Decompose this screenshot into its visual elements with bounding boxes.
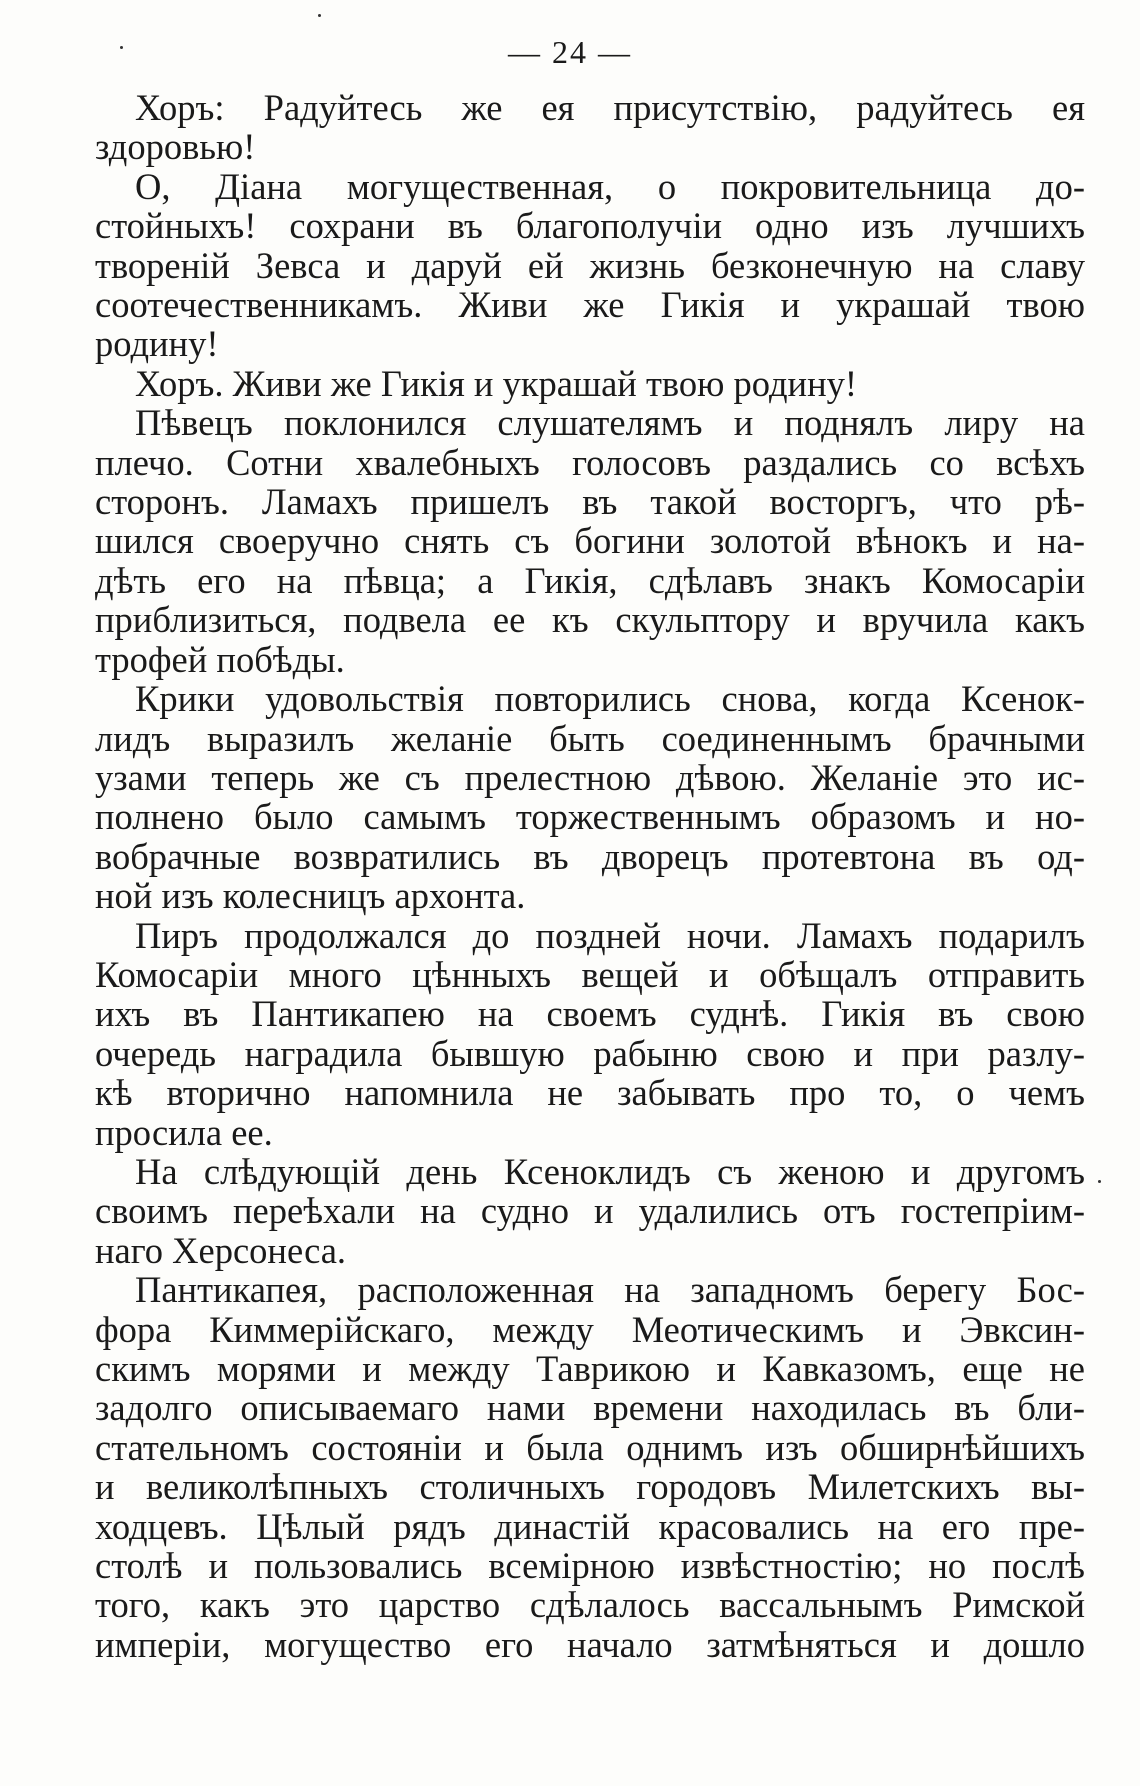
text-line: лидъ выразилъ желаніе быть соединеннымъ брачными	[95, 717, 1085, 759]
text-line: того, какъ это царство сдѣлалось вассальнымъ Римской	[95, 1584, 1085, 1626]
text-line: фора Киммерійскаго, между Меотическимъ и Эвксин-	[95, 1308, 1085, 1350]
text-line: Крики удовольствія повторились снова, когда Ксенок-	[135, 678, 1085, 720]
text-line: О, Діана могущественная, о покровительница до-	[135, 165, 1085, 207]
paragraph	[95, 167, 1085, 364]
text-line: вобрачные возвратились въ дворецъ протевтона въ од-	[95, 835, 1085, 877]
text-line: столѣ и пользовались всемірною извѣстностію; но послѣ	[95, 1545, 1085, 1587]
text-line: твореній Зевса и даруй ей жизнь безконечную на славу	[95, 244, 1085, 286]
paragraph	[95, 679, 1085, 915]
page-body	[95, 88, 1085, 1664]
paragraph	[95, 403, 1085, 679]
text-line: имперіи, могущество его начало затмѣняться и дошло	[95, 1623, 1085, 1665]
text-line: просила ее.	[95, 1111, 273, 1153]
text-line: своимъ переѣхали на судно и удалились отъ гостепріим-	[95, 1190, 1085, 1232]
text-line: Комосаріи много цѣнныхъ вещей и обѣщалъ отправить	[95, 953, 1085, 995]
paragraph	[95, 88, 1085, 167]
print-speck	[318, 14, 321, 17]
text-line: кѣ вторично напомнила не забывать про то, о чемъ	[95, 1072, 1085, 1114]
paragraph	[95, 1152, 1085, 1270]
text-line: узами теперь же съ прелестною дѣвою. Желаніе это ис-	[95, 756, 1085, 798]
text-line: скимъ морями и между Таврикою и Кавказомъ, еще не	[95, 1348, 1085, 1389]
text-line: плечо. Сотни хвалебныхъ голосовъ раздались со всѣхъ	[95, 441, 1085, 483]
text-line: стательномъ состояніи и была однимъ изъ обширнѣйшихъ	[95, 1426, 1085, 1468]
text-line: очередь наградила бывшую рабыню свою и при разлу-	[95, 1032, 1085, 1074]
text-line: родину!	[95, 323, 219, 365]
text-line: шился своеручно снять съ богини золотой вѣнокъ и на-	[95, 520, 1085, 562]
text-line: и великолѣпныхъ столичныхъ городовъ Милетскихъ вы-	[95, 1466, 1085, 1508]
text-line: полнено было самымъ торжественнымъ образомъ и но-	[95, 796, 1085, 838]
text-line: трофей побѣды.	[95, 638, 345, 680]
text-line: наго Херсонеса.	[95, 1229, 347, 1271]
text-line: ной изъ колесницъ архонта.	[95, 875, 526, 917]
text-line: ходцевъ. Цѣлый рядъ династій красовались на его пре-	[95, 1505, 1085, 1547]
text-line: задолго описываемаго нами времени находилась въ бли-	[95, 1387, 1085, 1429]
text-line: здоровью!	[95, 126, 256, 168]
paragraph	[95, 916, 1085, 1152]
text-line: ихъ въ Пантикапею на своемъ суднѣ. Гикія въ свою	[95, 993, 1085, 1035]
paragraph	[95, 364, 1085, 403]
text-line: сторонъ. Ламахъ пришелъ въ такой восторгъ, что рѣ-	[95, 481, 1085, 523]
page-number: — 24 —	[508, 34, 632, 70]
text-line: Хоръ: Радуйтесь же ея присутствію, радуйтесь ея	[135, 87, 1085, 128]
text-line: Пѣвецъ поклонился слушателямъ и поднялъ лиру на	[135, 402, 1085, 444]
print-speck	[1098, 1180, 1101, 1183]
text-line: приблизиться, подвела ее къ скульптору и вручила какъ	[95, 599, 1085, 641]
text-line: Хоръ. Живи же Гикія и украшай твою родину!	[135, 362, 858, 404]
text-line: стойныхъ! сохрани въ благополучіи одно изъ лучшихъ	[95, 205, 1085, 247]
text-line: соотечественникамъ. Живи же Гикія и украшай твою	[95, 284, 1085, 326]
text-line: На слѣдующій день Ксеноклидъ съ женою и другомъ	[135, 1150, 1085, 1192]
paragraph	[95, 1270, 1085, 1664]
text-line: Пиръ продолжался до поздней ночи. Ламахъ подарилъ	[135, 914, 1085, 956]
text-line: дѣть его на пѣвца; а Гикія, сдѣлавъ знакъ Комосаріи	[95, 559, 1085, 601]
text-line: Пантикапея, расположенная на западномъ берегу Бос-	[135, 1269, 1085, 1311]
